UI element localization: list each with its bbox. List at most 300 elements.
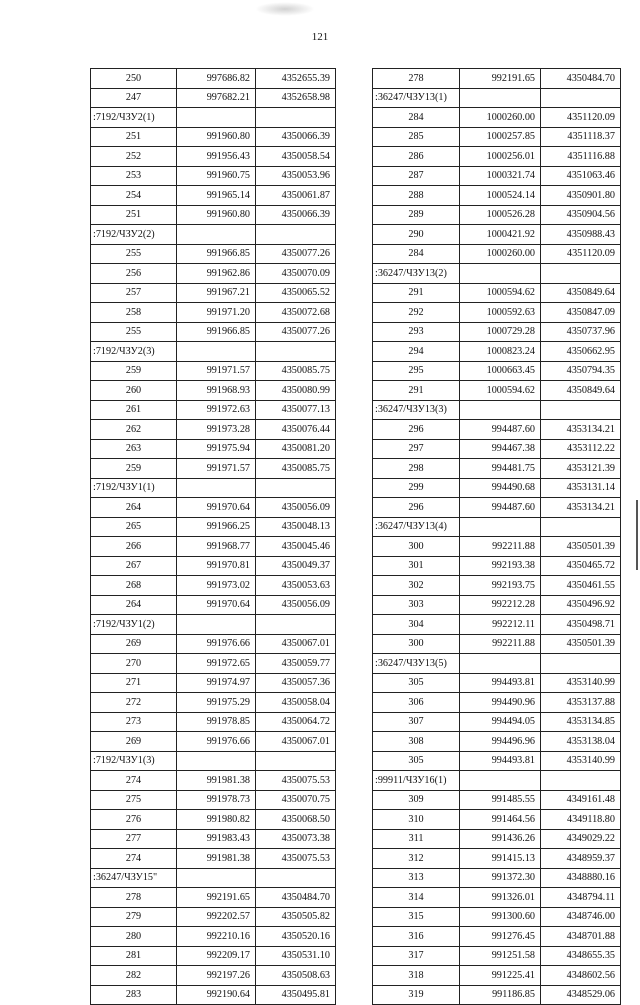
x-coordinate-cell: 992212.28 <box>460 595 541 615</box>
point-number-cell: 301 <box>373 556 460 576</box>
y-coordinate-cell: 4350531.10 <box>256 946 336 966</box>
table-row <box>373 459 621 479</box>
point-number-cell: 269 <box>91 634 177 654</box>
y-coordinate-cell: 4350056.09 <box>256 595 336 615</box>
y-coordinate-cell: 4350075.53 <box>256 771 336 791</box>
point-number-cell: 310 <box>373 810 460 830</box>
empty-cell <box>541 771 621 791</box>
table-row <box>91 829 336 849</box>
x-coordinate-cell: 991981.38 <box>177 849 256 869</box>
y-coordinate-cell: 4350080.99 <box>256 381 336 401</box>
empty-cell <box>460 517 541 537</box>
x-coordinate-cell: 1000823.24 <box>460 342 541 362</box>
y-coordinate-cell: 4350048.13 <box>256 517 336 537</box>
point-number-cell: 315 <box>373 907 460 927</box>
point-number-cell: 316 <box>373 927 460 947</box>
x-coordinate-cell: 994467.38 <box>460 439 541 459</box>
x-coordinate-cell: 991960.75 <box>177 166 256 186</box>
y-coordinate-cell: 4350058.04 <box>256 693 336 713</box>
y-coordinate-cell: 4348655.35 <box>541 946 621 966</box>
table-row <box>373 927 621 947</box>
x-coordinate-cell: 991971.20 <box>177 303 256 323</box>
table-row <box>373 576 621 596</box>
table-row <box>91 517 336 537</box>
point-number-cell: 251 <box>91 205 177 225</box>
x-coordinate-cell: 1000592.63 <box>460 303 541 323</box>
y-coordinate-cell: 4350075.53 <box>256 849 336 869</box>
table-row <box>91 361 336 381</box>
y-coordinate-cell: 4350068.50 <box>256 810 336 830</box>
empty-cell <box>256 751 336 771</box>
point-number-cell: 260 <box>91 381 177 401</box>
empty-cell <box>177 225 256 245</box>
point-number-cell: 291 <box>373 381 460 401</box>
point-number-cell: 317 <box>373 946 460 966</box>
x-coordinate-cell: 1000594.62 <box>460 283 541 303</box>
table-row <box>91 283 336 303</box>
x-coordinate-cell: 1000526.28 <box>460 205 541 225</box>
table-row <box>373 166 621 186</box>
table-row <box>373 108 621 128</box>
point-number-cell: 307 <box>373 712 460 732</box>
y-coordinate-cell: 4352655.39 <box>256 69 336 89</box>
y-coordinate-cell: 4350064.72 <box>256 712 336 732</box>
table-row <box>91 166 336 186</box>
x-coordinate-cell: 991186.85 <box>460 985 541 1005</box>
y-coordinate-cell: 4353138.04 <box>541 732 621 752</box>
parcel-label-row <box>373 264 621 284</box>
table-row <box>91 556 336 576</box>
point-number-cell: 264 <box>91 595 177 615</box>
point-number-cell: 295 <box>373 361 460 381</box>
point-number-cell: 292 <box>373 303 460 323</box>
x-coordinate-cell: 991972.63 <box>177 400 256 420</box>
y-coordinate-cell: 4350077.26 <box>256 322 336 342</box>
y-coordinate-cell: 4350045.46 <box>256 537 336 557</box>
point-number-cell: 286 <box>373 147 460 167</box>
x-coordinate-cell: 991971.57 <box>177 361 256 381</box>
point-number-cell: 254 <box>91 186 177 206</box>
x-coordinate-cell: 994487.60 <box>460 498 541 518</box>
y-coordinate-cell: 4350065.52 <box>256 283 336 303</box>
y-coordinate-cell: 4353137.88 <box>541 693 621 713</box>
x-coordinate-cell: 992212.11 <box>460 615 541 635</box>
table-row <box>91 595 336 615</box>
y-coordinate-cell: 4350794.35 <box>541 361 621 381</box>
table-row <box>373 342 621 362</box>
parcel-label-row <box>91 342 336 362</box>
parcel-label: :36247/ЧЗУ13(2) <box>373 264 460 284</box>
empty-cell <box>256 342 336 362</box>
table-row <box>373 985 621 1005</box>
table-row <box>91 147 336 167</box>
table-row <box>373 634 621 654</box>
y-coordinate-cell: 4350061.87 <box>256 186 336 206</box>
table-row <box>91 810 336 830</box>
x-coordinate-cell: 997686.82 <box>177 69 256 89</box>
table-row <box>91 966 336 986</box>
table-row <box>373 790 621 810</box>
point-number-cell: 267 <box>91 556 177 576</box>
y-coordinate-cell: 4350508.63 <box>256 966 336 986</box>
coordinates-table-left <box>90 68 336 1005</box>
x-coordinate-cell: 992211.88 <box>460 537 541 557</box>
x-coordinate-cell: 991251.58 <box>460 946 541 966</box>
table-row <box>373 810 621 830</box>
y-coordinate-cell: 4351063.46 <box>541 166 621 186</box>
y-coordinate-cell: 4350498.71 <box>541 615 621 635</box>
table-row <box>91 907 336 927</box>
table-row <box>91 673 336 693</box>
table-row <box>373 244 621 264</box>
x-coordinate-cell: 991464.56 <box>460 810 541 830</box>
table-row <box>373 849 621 869</box>
point-number-cell: 284 <box>373 108 460 128</box>
empty-cell <box>460 771 541 791</box>
point-number-cell: 296 <box>373 420 460 440</box>
x-coordinate-cell: 992211.88 <box>460 634 541 654</box>
point-number-cell: 259 <box>91 361 177 381</box>
x-coordinate-cell: 991981.38 <box>177 771 256 791</box>
point-number-cell: 311 <box>373 829 460 849</box>
point-number-cell: 288 <box>373 186 460 206</box>
y-coordinate-cell: 4350067.01 <box>256 732 336 752</box>
x-coordinate-cell: 991978.73 <box>177 790 256 810</box>
point-number-cell: 298 <box>373 459 460 479</box>
point-number-cell: 257 <box>91 283 177 303</box>
empty-cell <box>177 751 256 771</box>
y-coordinate-cell: 4350049.37 <box>256 556 336 576</box>
x-coordinate-cell: 991960.80 <box>177 127 256 147</box>
empty-cell <box>256 615 336 635</box>
empty-cell <box>177 342 256 362</box>
point-number-cell: 313 <box>373 868 460 888</box>
y-coordinate-cell: 4353134.21 <box>541 498 621 518</box>
x-coordinate-cell: 994493.81 <box>460 673 541 693</box>
x-coordinate-cell: 1000663.45 <box>460 361 541 381</box>
y-coordinate-cell: 4350070.09 <box>256 264 336 284</box>
y-coordinate-cell: 4348746.00 <box>541 907 621 927</box>
table-row <box>373 225 621 245</box>
table-row <box>373 712 621 732</box>
parcel-label-row <box>373 517 621 537</box>
x-coordinate-cell: 1000594.62 <box>460 381 541 401</box>
point-number-cell: 278 <box>373 69 460 89</box>
point-number-cell: 296 <box>373 498 460 518</box>
coordinates-table-left-body <box>91 69 336 1005</box>
parcel-label: :7192/ЧЗУ2(3) <box>91 342 177 362</box>
x-coordinate-cell: 991970.64 <box>177 595 256 615</box>
table-row <box>91 985 336 1005</box>
empty-cell <box>541 88 621 108</box>
x-coordinate-cell: 991983.43 <box>177 829 256 849</box>
y-coordinate-cell: 4353121.39 <box>541 459 621 479</box>
table-row <box>373 732 621 752</box>
table-row <box>91 849 336 869</box>
x-coordinate-cell: 991980.82 <box>177 810 256 830</box>
table-row <box>373 186 621 206</box>
point-number-cell: 271 <box>91 673 177 693</box>
scan-artifact <box>255 2 315 16</box>
x-coordinate-cell: 991415.13 <box>460 849 541 869</box>
point-number-cell: 302 <box>373 576 460 596</box>
page-number: 121 <box>311 31 329 43</box>
point-number-cell: 289 <box>373 205 460 225</box>
x-coordinate-cell: 991960.80 <box>177 205 256 225</box>
table-row <box>91 127 336 147</box>
point-number-cell: 290 <box>373 225 460 245</box>
x-coordinate-cell: 994493.81 <box>460 751 541 771</box>
point-number-cell: 272 <box>91 693 177 713</box>
point-number-cell: 304 <box>373 615 460 635</box>
parcel-label: :7192/ЧЗУ1(2) <box>91 615 177 635</box>
point-number-cell: 264 <box>91 498 177 518</box>
point-number-cell: 305 <box>373 673 460 693</box>
y-coordinate-cell: 4353131.14 <box>541 478 621 498</box>
empty-cell <box>256 225 336 245</box>
empty-cell <box>460 264 541 284</box>
table-row <box>373 946 621 966</box>
y-coordinate-cell: 4348959.37 <box>541 849 621 869</box>
table-row <box>91 634 336 654</box>
y-coordinate-cell: 4348701.88 <box>541 927 621 947</box>
table-row <box>373 147 621 167</box>
point-number-cell: 293 <box>373 322 460 342</box>
point-number-cell: 287 <box>373 166 460 186</box>
y-coordinate-cell: 4348794.11 <box>541 888 621 908</box>
table-row <box>91 790 336 810</box>
table-row <box>91 693 336 713</box>
point-number-cell: 278 <box>91 888 177 908</box>
point-number-cell: 256 <box>91 264 177 284</box>
y-coordinate-cell: 4353112.22 <box>541 439 621 459</box>
x-coordinate-cell: 992193.75 <box>460 576 541 596</box>
parcel-label-row <box>373 654 621 674</box>
x-coordinate-cell: 991372.30 <box>460 868 541 888</box>
table-row <box>91 888 336 908</box>
y-coordinate-cell: 4348529.06 <box>541 985 621 1005</box>
x-coordinate-cell: 994490.68 <box>460 478 541 498</box>
y-coordinate-cell: 4350662.95 <box>541 342 621 362</box>
empty-cell <box>541 654 621 674</box>
point-number-cell: 265 <box>91 517 177 537</box>
x-coordinate-cell: 991225.41 <box>460 966 541 986</box>
point-number-cell: 279 <box>91 907 177 927</box>
point-number-cell: 308 <box>373 732 460 752</box>
table-row <box>373 205 621 225</box>
table-row <box>91 264 336 284</box>
x-coordinate-cell: 991975.94 <box>177 439 256 459</box>
x-coordinate-cell: 991972.65 <box>177 654 256 674</box>
parcel-label-row <box>373 400 621 420</box>
table-row <box>91 732 336 752</box>
parcel-label: :99911/ЧЗУ16(1) <box>373 771 460 791</box>
point-number-cell: 259 <box>91 459 177 479</box>
empty-cell <box>460 88 541 108</box>
x-coordinate-cell: 992191.65 <box>460 69 541 89</box>
parcel-label-row <box>373 771 621 791</box>
y-coordinate-cell: 4349161.48 <box>541 790 621 810</box>
point-number-cell: 291 <box>373 283 460 303</box>
table-row <box>373 420 621 440</box>
x-coordinate-cell: 991966.85 <box>177 322 256 342</box>
parcel-label-row <box>91 225 336 245</box>
x-coordinate-cell: 991276.45 <box>460 927 541 947</box>
y-coordinate-cell: 4350461.55 <box>541 576 621 596</box>
x-coordinate-cell: 991485.55 <box>460 790 541 810</box>
empty-cell <box>541 264 621 284</box>
y-coordinate-cell: 4350520.16 <box>256 927 336 947</box>
y-coordinate-cell: 4349029.22 <box>541 829 621 849</box>
point-number-cell: 262 <box>91 420 177 440</box>
table-row <box>373 127 621 147</box>
parcel-label: :36247/ЧЗУ13(3) <box>373 400 460 420</box>
x-coordinate-cell: 991975.29 <box>177 693 256 713</box>
table-row <box>91 712 336 732</box>
table-row <box>91 88 336 108</box>
x-coordinate-cell: 1000260.00 <box>460 244 541 264</box>
y-coordinate-cell: 4350465.72 <box>541 556 621 576</box>
y-coordinate-cell: 4350496.92 <box>541 595 621 615</box>
x-coordinate-cell: 992210.16 <box>177 927 256 947</box>
table-row <box>91 186 336 206</box>
parcel-label-row <box>91 478 336 498</box>
empty-cell <box>177 108 256 128</box>
x-coordinate-cell: 992202.57 <box>177 907 256 927</box>
point-number-cell: 274 <box>91 771 177 791</box>
table-row <box>373 69 621 89</box>
empty-cell <box>177 868 256 888</box>
point-number-cell: 281 <box>91 946 177 966</box>
point-number-cell: 255 <box>91 244 177 264</box>
y-coordinate-cell: 4350495.81 <box>256 985 336 1005</box>
x-coordinate-cell: 991966.85 <box>177 244 256 264</box>
x-coordinate-cell: 994490.96 <box>460 693 541 713</box>
y-coordinate-cell: 4351118.37 <box>541 127 621 147</box>
x-coordinate-cell: 994487.60 <box>460 420 541 440</box>
table-row <box>91 576 336 596</box>
x-coordinate-cell: 994481.75 <box>460 459 541 479</box>
x-coordinate-cell: 1000256.01 <box>460 147 541 167</box>
y-coordinate-cell: 4350059.77 <box>256 654 336 674</box>
table-row <box>373 888 621 908</box>
empty-cell <box>177 478 256 498</box>
table-row <box>91 459 336 479</box>
table-row <box>91 439 336 459</box>
y-coordinate-cell: 4350072.68 <box>256 303 336 323</box>
point-number-cell: 269 <box>91 732 177 752</box>
y-coordinate-cell: 4350505.82 <box>256 907 336 927</box>
y-coordinate-cell: 4352658.98 <box>256 88 336 108</box>
parcel-label: :7192/ЧЗУ1(3) <box>91 751 177 771</box>
scan-edge-mark <box>636 500 638 570</box>
y-coordinate-cell: 4350053.96 <box>256 166 336 186</box>
parcel-label-row <box>91 615 336 635</box>
x-coordinate-cell: 1000729.28 <box>460 322 541 342</box>
point-number-cell: 309 <box>373 790 460 810</box>
y-coordinate-cell: 4350056.09 <box>256 498 336 518</box>
parcel-label: :36247/ЧЗУ13(1) <box>373 88 460 108</box>
x-coordinate-cell: 992191.65 <box>177 888 256 908</box>
y-coordinate-cell: 4348602.56 <box>541 966 621 986</box>
y-coordinate-cell: 4351116.88 <box>541 147 621 167</box>
point-number-cell: 268 <box>91 576 177 596</box>
x-coordinate-cell: 991978.85 <box>177 712 256 732</box>
y-coordinate-cell: 4353140.99 <box>541 751 621 771</box>
y-coordinate-cell: 4350076.44 <box>256 420 336 440</box>
point-number-cell: 314 <box>373 888 460 908</box>
y-coordinate-cell: 4350501.39 <box>541 537 621 557</box>
point-number-cell: 300 <box>373 634 460 654</box>
x-coordinate-cell: 991968.93 <box>177 381 256 401</box>
empty-cell <box>460 400 541 420</box>
parcel-label: :36247/ЧЗУ13(4) <box>373 517 460 537</box>
y-coordinate-cell: 4350849.64 <box>541 381 621 401</box>
parcel-label-row <box>373 88 621 108</box>
point-number-cell: 280 <box>91 927 177 947</box>
x-coordinate-cell: 991967.21 <box>177 283 256 303</box>
x-coordinate-cell: 997682.21 <box>177 88 256 108</box>
y-coordinate-cell: 4350053.63 <box>256 576 336 596</box>
point-number-cell: 258 <box>91 303 177 323</box>
empty-cell <box>177 615 256 635</box>
x-coordinate-cell: 991973.02 <box>177 576 256 596</box>
empty-cell <box>541 517 621 537</box>
parcel-label: :7192/ЧЗУ2(2) <box>91 225 177 245</box>
x-coordinate-cell: 1000321.74 <box>460 166 541 186</box>
y-coordinate-cell: 4350077.26 <box>256 244 336 264</box>
x-coordinate-cell: 1000257.85 <box>460 127 541 147</box>
point-number-cell: 299 <box>373 478 460 498</box>
parcel-label-row <box>91 868 336 888</box>
y-coordinate-cell: 4348880.16 <box>541 868 621 888</box>
table-row <box>373 868 621 888</box>
point-number-cell: 285 <box>373 127 460 147</box>
y-coordinate-cell: 4353134.21 <box>541 420 621 440</box>
point-number-cell: 312 <box>373 849 460 869</box>
point-number-cell: 284 <box>373 244 460 264</box>
point-number-cell: 297 <box>373 439 460 459</box>
table-row <box>91 322 336 342</box>
x-coordinate-cell: 992209.17 <box>177 946 256 966</box>
point-number-cell: 319 <box>373 985 460 1005</box>
y-coordinate-cell: 4350847.09 <box>541 303 621 323</box>
table-row <box>373 381 621 401</box>
table-row <box>373 537 621 557</box>
table-row <box>373 283 621 303</box>
point-number-cell: 273 <box>91 712 177 732</box>
x-coordinate-cell: 991973.28 <box>177 420 256 440</box>
table-row <box>373 615 621 635</box>
point-number-cell: 300 <box>373 537 460 557</box>
y-coordinate-cell: 4350081.20 <box>256 439 336 459</box>
y-coordinate-cell: 4350737.96 <box>541 322 621 342</box>
y-coordinate-cell: 4350849.64 <box>541 283 621 303</box>
table-row <box>91 927 336 947</box>
y-coordinate-cell: 4350085.75 <box>256 459 336 479</box>
point-number-cell: 251 <box>91 127 177 147</box>
point-number-cell: 294 <box>373 342 460 362</box>
table-row <box>91 537 336 557</box>
y-coordinate-cell: 4351120.09 <box>541 108 621 128</box>
table-row <box>91 654 336 674</box>
table-row <box>373 829 621 849</box>
table-row <box>91 498 336 518</box>
coordinates-table-right <box>372 68 621 1005</box>
parcel-label-row <box>91 751 336 771</box>
point-number-cell: 247 <box>91 88 177 108</box>
table-row <box>91 400 336 420</box>
